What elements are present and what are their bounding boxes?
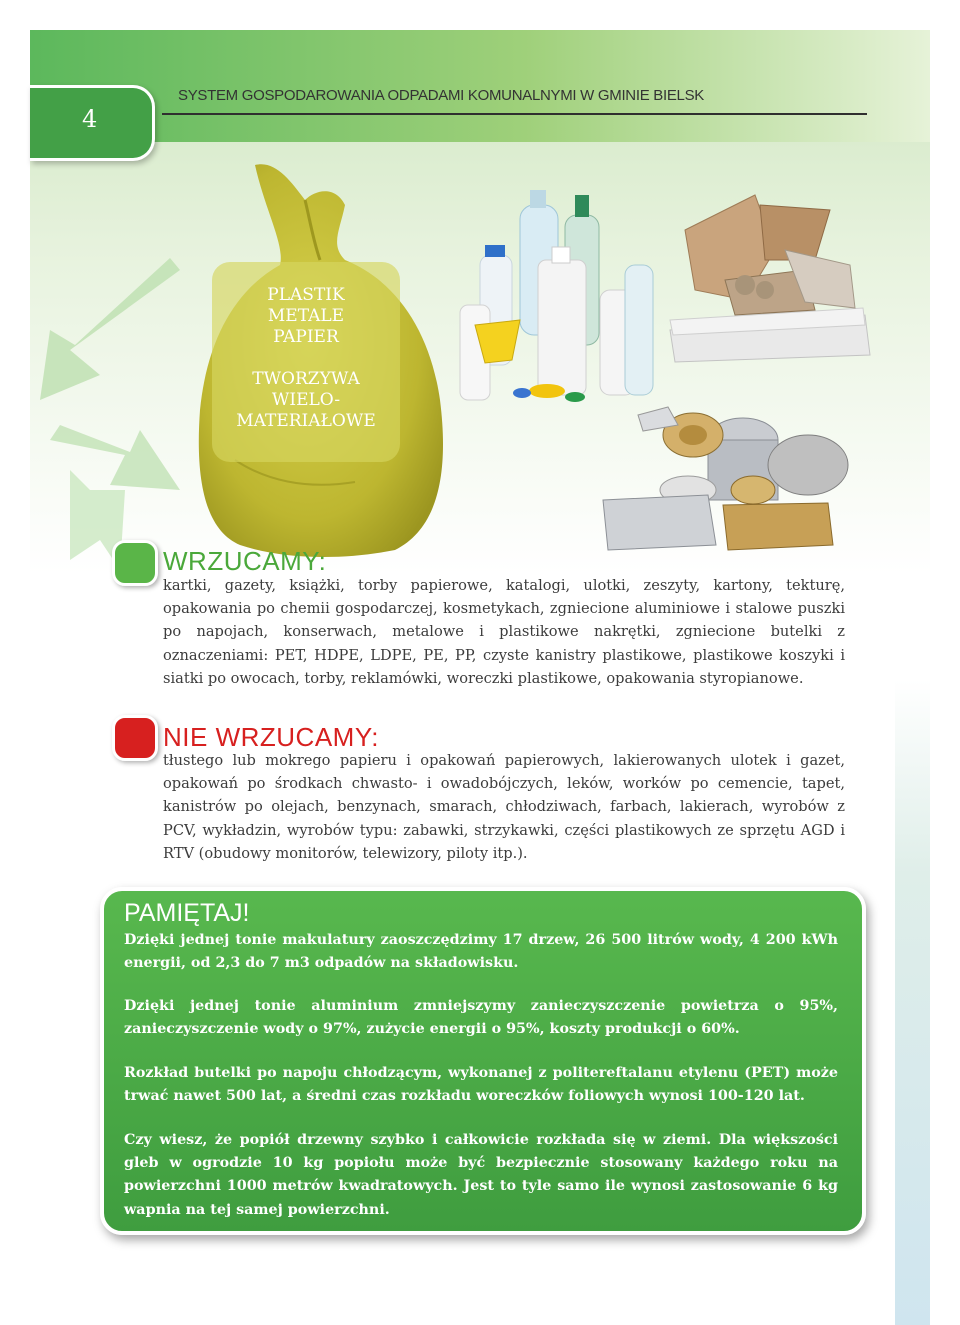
plastic-bottles-image	[450, 185, 670, 410]
remember-paragraph: Dzięki jednej tonie makulatury zaoszczędzimy 17 drzew, 26 500 litrów wody, 4 200 kWh energii, od 2,3 do 7 m3 odpadów na składowisku.	[124, 932, 838, 972]
header-rule	[162, 113, 867, 115]
header-band	[30, 30, 930, 142]
bag-line-papier: PAPIER	[273, 327, 339, 347]
bag-line-materialowe: MATERIAŁOWE	[236, 411, 376, 431]
bag-line-metale: METALE	[267, 306, 345, 326]
page-side-gradient	[895, 680, 930, 1325]
remember-paragraph: Dzięki jednej tonie aluminium zmniejszymy zanieczyszczenie powietrza o 95%, zanieczyszczenie wody o 97%, zużycie energii o 95%, koszty produkcji o 60%.	[124, 998, 838, 1038]
metal-cans-image	[598, 395, 866, 560]
forbidden-text: tłustego lub mokrego papieru i opakowań papierowych, lakierowanych ulotek i gazet, opakowań po środkach chwasto- i owadobójczych, leków, worków po cemencie, tapet, kanistrów po olejach, benzynach, smarach, chłodziwach, farbach, lakierach, wyrobów z PCV, wykładzin, wyrobów typu: zabawki, strzykawki, części plastikowych ze sprzętu AGD i RTV (obudowy monitorów, telewizory, piloty itp.).	[163, 752, 845, 862]
allowed-text: kartki, gazety, książki, torby papierowe, katalogi, ulotki, zeszyty, kartony, tekturę, opakowania po chemii gospodarczej, kosmetykach, zgniecione aluminiowe i stalowe puszki po napojach, konserwach, metalowe i plastikowe nakrętki, zgniecione butelki z oznaczeniami: PET, HDPE, LDPE, PE, PP, czyste kanistry plastikowe, plastikowe koszyki i siatki po owocach, torby, reklamówki, woreczki plastikowe, opakowania styropianowe.	[163, 577, 845, 687]
allowed-heading: WRZUCAMY:	[163, 546, 327, 576]
remember-heading: PAMIĘTAJ!	[124, 899, 250, 927]
forbidden-bullet-icon	[112, 715, 158, 761]
paper-cardboard-image	[665, 190, 875, 365]
bag-line-wielo: WIELO-	[271, 390, 341, 410]
remember-paragraph: Rozkład butelki po napoju chłodzącym, wykonanej z politereftalanu etylenu (PET) może trwać nawet 500 lat, a średni czas rozkładu woreczków foliowych wynosi 100-120 lat.	[124, 1065, 838, 1105]
page-number: 4	[82, 105, 98, 133]
recycle-arrows-icon	[30, 240, 210, 570]
forbidden-heading: NIE WRZUCAMY:	[163, 722, 379, 752]
bag-label-text	[212, 285, 400, 432]
remember-paragraph: Czy wiesz, że popiół drzewny szybko i całkowicie rozkłada się w ziemi. Dla większości gleb w ogrodzie 10 kg popiołu może być bezpiecznie stosowany każdego roku na powierzchni 1000 metrów kwadratowych. Jest to tyle samo ile wynosi zastosowanie 6 kg wapnia na tej samej powierzchni.	[124, 1132, 838, 1218]
bag-line-tworzywa: TWORZYWA	[252, 369, 360, 389]
bag-line-plastik: PLASTIK	[267, 285, 345, 305]
allowed-bullet-icon	[112, 540, 158, 586]
header-title: SYSTEM GOSPODAROWANIA ODPADAMI KOMUNALNYMI W GMINIE BIELSK	[178, 87, 705, 104]
